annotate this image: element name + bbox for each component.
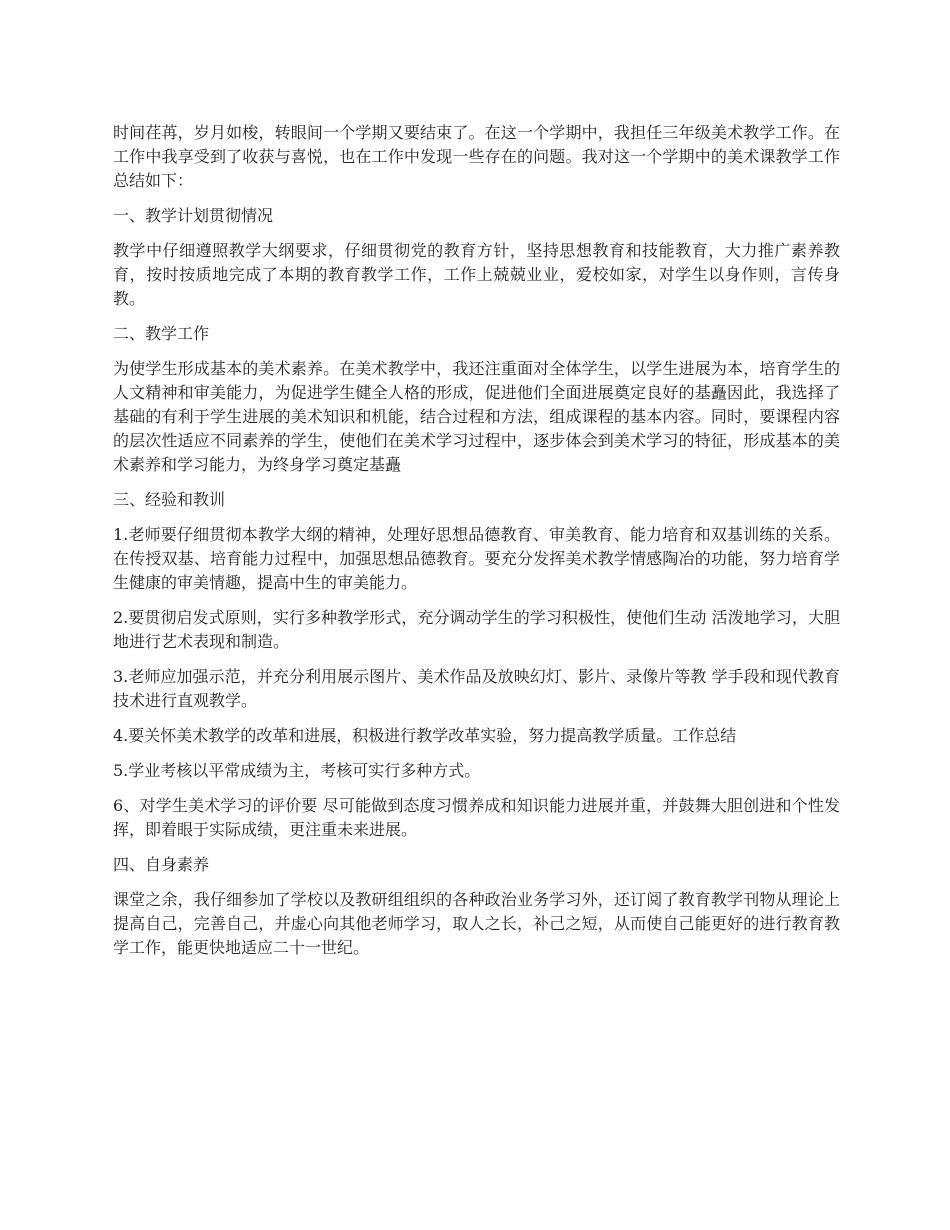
section-heading-plan: 一、教学计划贯彻情况 bbox=[113, 206, 274, 225]
section-heading-self: 四、自身素养 bbox=[113, 855, 210, 874]
experience-item-6: 6、对学生美术学习的评价要 尽可能做到态度习惯养成和知识能力进展并重，并鼓舞大胆创进和个性发挥，即着眼于实际成绩，更注重未来进展。 bbox=[113, 796, 840, 839]
section-body-teaching: 为使学生形成基本的美术素养。在美术教学中，我还注重面对全体学生，以学生进展为本，培育学生的人文精神和审美能力，为促进学生健全人格的形成，促进他们全面进展奠定良好的基矗因此，我选择了基础的有利于学生进展的美术知识和机能，结合过程和方法，组成课程的基本内容。同时，要课程内容的层次性适应不同素养的学生，使他们在美术学习过程中，逐步体会到美术学习的特征，形成基本的美术素养和学习能力，为终身学习奠定基矗 bbox=[113, 359, 840, 474]
section-heading-teaching: 二、教学工作 bbox=[113, 324, 210, 343]
experience-item-1: 1.老师要仔细贯彻本教学大纲的精神，处理好思想品德教育、审美教育、能力培育和双基训练的关系。在传授双基、培育能力过程中，加强思想品德教育。要充分发挥美术教学情感陶冶的功能，努力培育学生健康的审美情趣，提高中生的审美能力。 bbox=[113, 525, 840, 592]
experience-item-3: 3.老师应加强示范，并充分利用展示图片、美术作品及放映幻灯、影片、录像片等教 学手段和现代教育技术进行直观教学。 bbox=[113, 667, 840, 710]
experience-item-5: 5.学业考核以平常成绩为主，考核可实行多种方式。 bbox=[113, 761, 481, 780]
section-body-plan: 教学中仔细遵照教学大纲要求，仔细贯彻党的教育方针，坚持思想教育和技能教育，大力推广素养教育，按时按质地完成了本期的教育教学工作，工作上兢兢业业，爱校如家，对学生以身作则，言传身教。 bbox=[113, 241, 840, 308]
intro-paragraph: 时间荏苒，岁月如梭，转眼间一个学期又要结束了。在这一个学期中，我担任三年级美术教学工作。在工作中我享受到了收获与喜悦，也在工作中发现一些存在的问题。我对这一个学期中的美术课教学工作总结如下： bbox=[113, 123, 840, 190]
experience-item-2: 2.要贯彻启发式原则，实行多种教学形式，充分调动学生的学习积极性，使他们生动 活泼地学习，大胆地进行艺术表现和制造。 bbox=[113, 608, 840, 651]
section-heading-experience: 三、经验和教训 bbox=[113, 490, 226, 509]
document-page bbox=[113, 121, 840, 971]
section-body-self: 课堂之余，我仔细参加了学校以及教研组组织的各种政治业务学习外，还订阅了教育教学刊物从理论上提高自己，完善自己，并虚心向其他老师学习，取人之长，补己之短，从而使自己能更好的进行教育教学工作，能更快地适应二十一世纪。 bbox=[113, 890, 840, 957]
experience-item-4: 4.要关怀美术教学的改革和进展，积极进行教学改革实验，努力提高教学质量。工作总结 bbox=[113, 726, 737, 745]
